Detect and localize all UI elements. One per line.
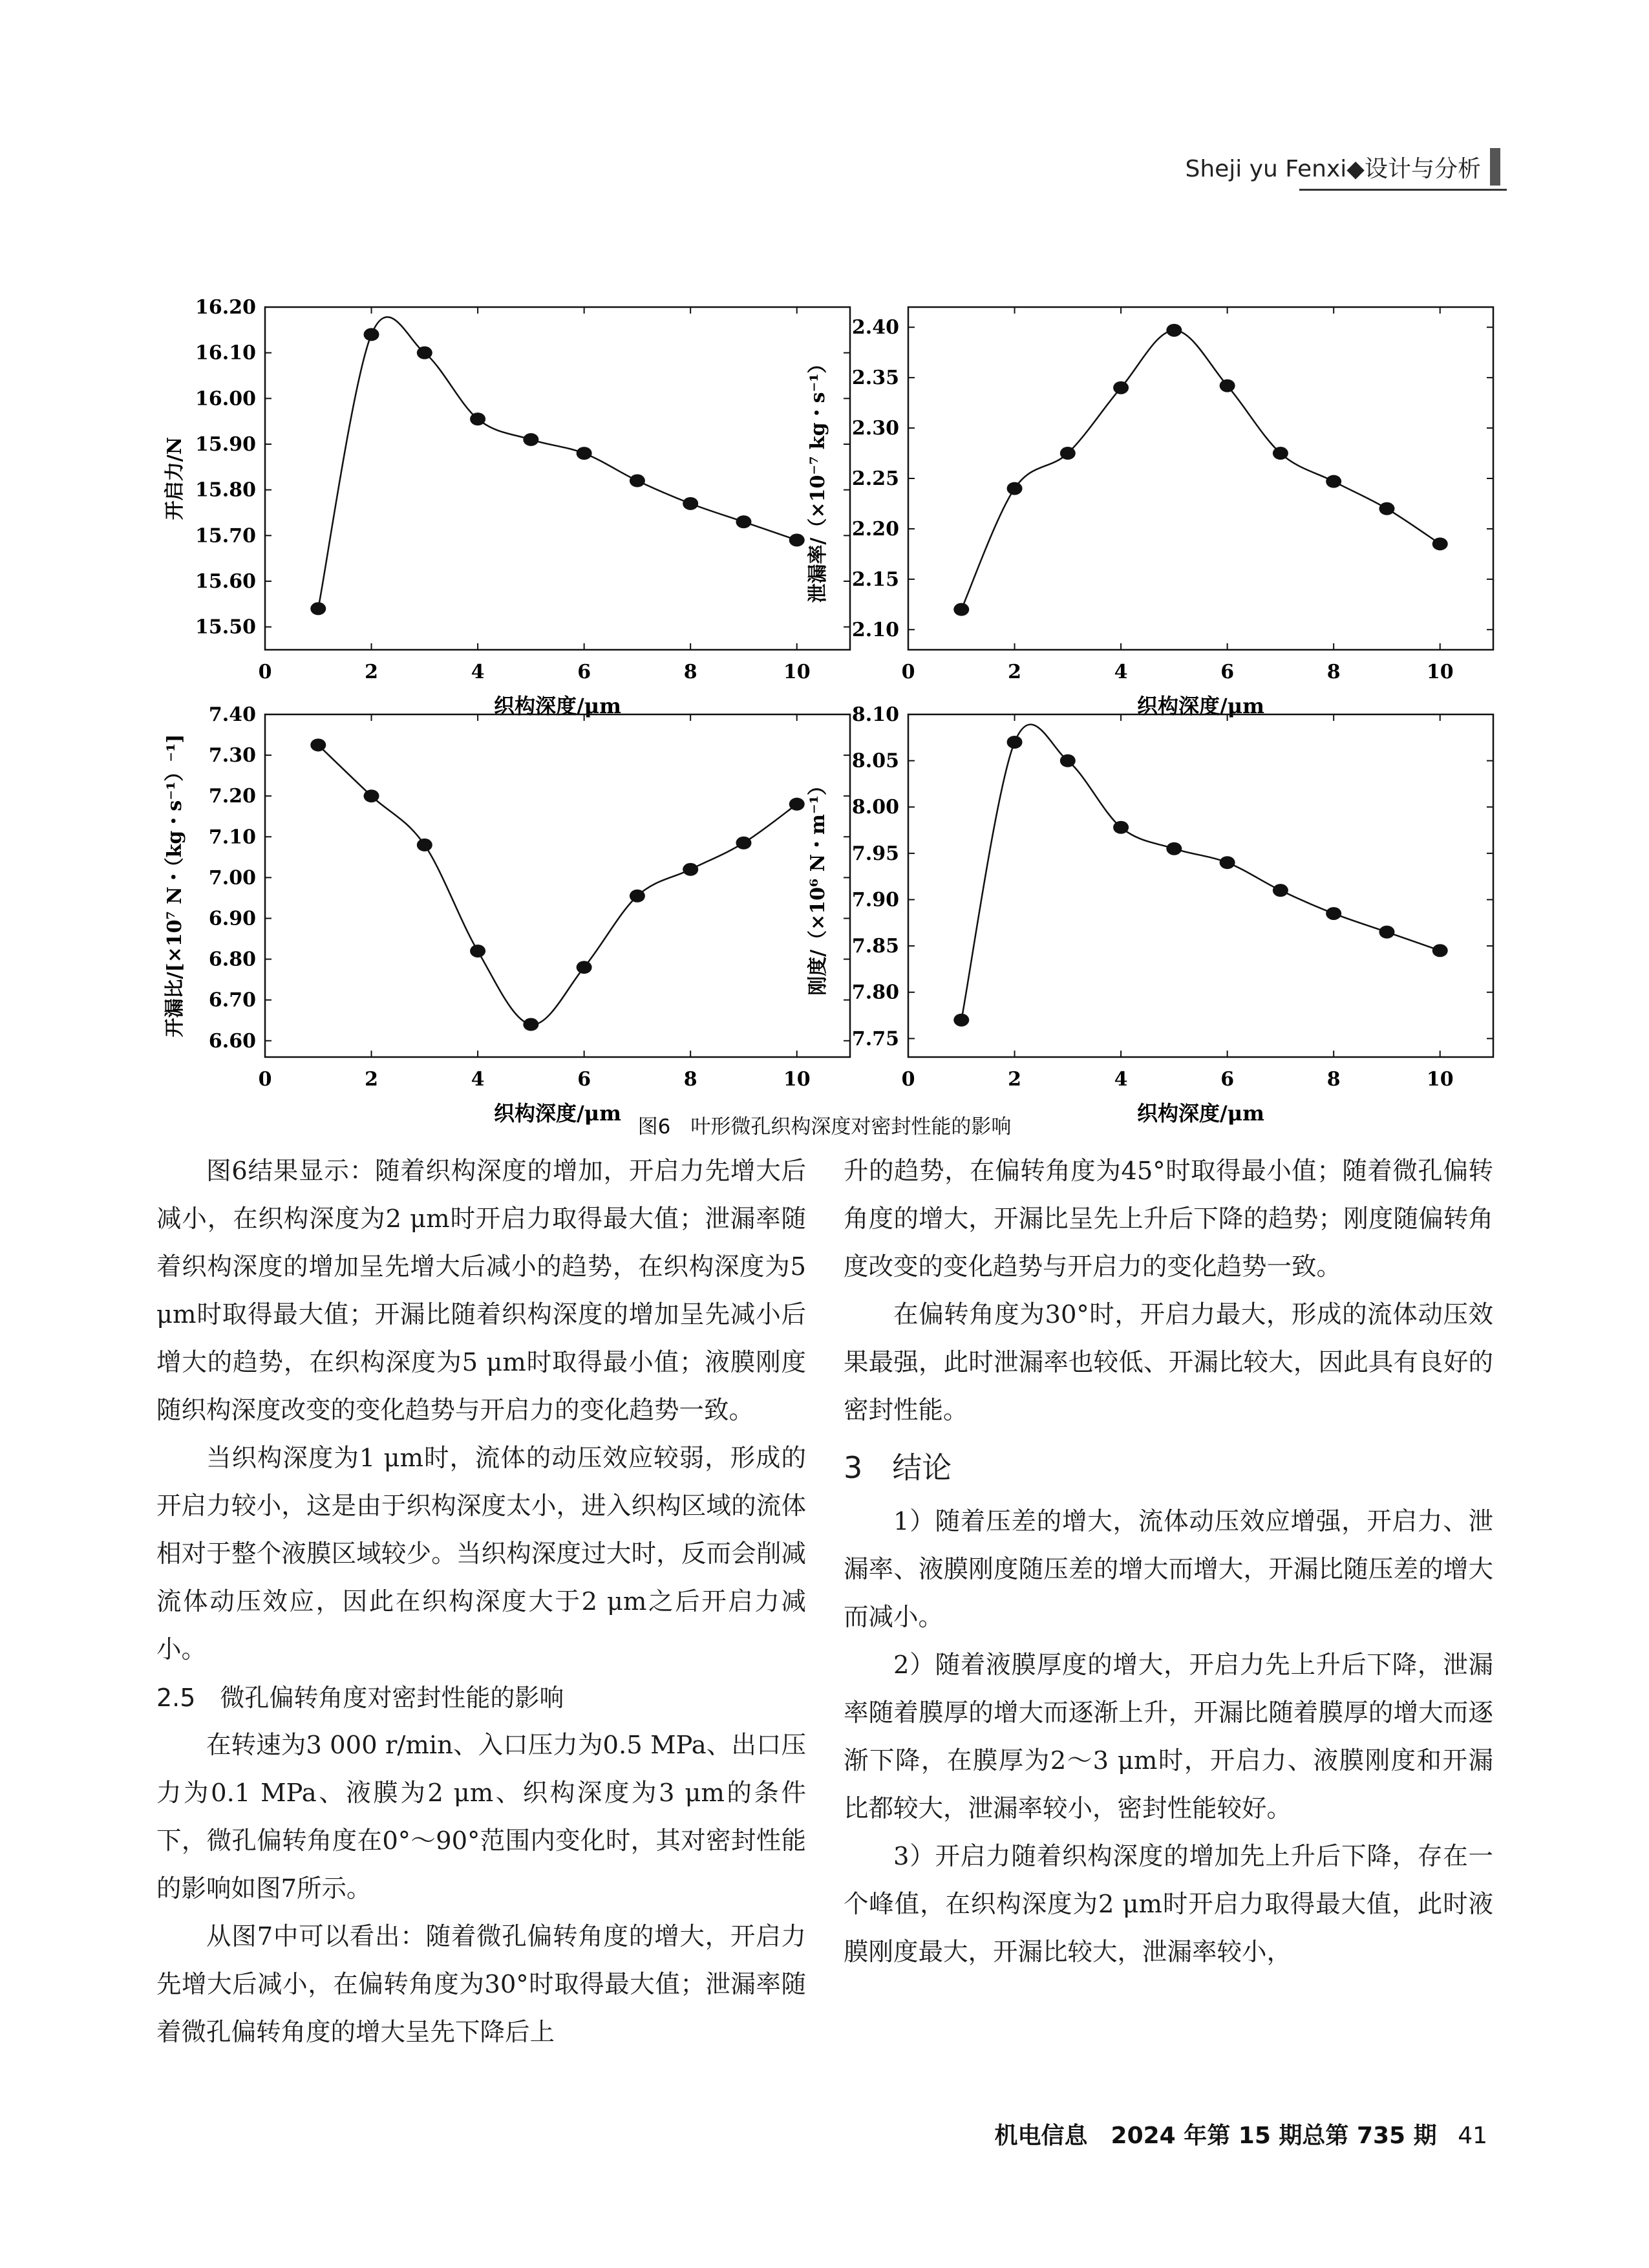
data-point — [1113, 381, 1129, 394]
x-tick-label: 2 — [1008, 1068, 1021, 1091]
y-tick-label: 15.80 — [195, 478, 256, 502]
series-line — [961, 330, 1440, 610]
y-tick-label: 2.10 — [851, 618, 899, 641]
left-column — [156, 1148, 806, 2057]
y-tick-label: 8.00 — [851, 796, 899, 819]
data-point — [630, 890, 645, 903]
y-axis-label: 开漏比/[×10⁷ N・（kg・s⁻¹）⁻¹] — [164, 734, 186, 1038]
x-axis-label: 织构深度/μm — [1137, 694, 1264, 718]
x-tick-label: 8 — [683, 1068, 697, 1091]
paragraph: 在转速为3 000 r/min、入口压力为0.5 MPa、出口压力为0.1 MPa、液膜为2 μm、织构深度为3 μm的条件下，微孔偏转角度在0°～90°范围内变化时，其对密封性能的影响如图7所示。 — [156, 1731, 806, 1903]
x-tick-label: 10 — [1426, 1068, 1454, 1091]
plot-frame — [908, 307, 1493, 650]
y-tick-label: 7.30 — [208, 744, 256, 767]
x-tick-label: 0 — [258, 661, 272, 683]
y-tick-label: 6.60 — [208, 1029, 256, 1053]
data-point — [789, 533, 805, 546]
footer-journal: 机电信息 2024 年第 15 期总第 735 期 — [994, 2123, 1437, 2149]
x-tick-label: 6 — [577, 661, 591, 683]
x-tick-label: 0 — [258, 1068, 272, 1091]
data-point — [630, 475, 645, 487]
y-tick-label: 7.95 — [851, 842, 899, 865]
data-point — [1432, 537, 1448, 550]
x-tick-label: 6 — [577, 1068, 591, 1091]
x-tick-label: 0 — [901, 661, 915, 683]
y-tick-label: 7.85 — [851, 935, 899, 958]
data-point — [577, 961, 592, 974]
series-line — [318, 317, 796, 608]
series-line — [318, 745, 796, 1024]
section-heading: 3 结论 — [844, 1450, 952, 1485]
plot-frame — [908, 714, 1493, 1057]
x-tick-label: 10 — [1426, 661, 1454, 683]
y-tick-label: 7.90 — [851, 888, 899, 912]
y-axis-label: 开启力/N — [164, 436, 186, 520]
x-tick-label: 4 — [471, 1068, 485, 1091]
y-tick-label: 15.70 — [195, 524, 256, 548]
y-tick-label: 2.30 — [851, 417, 899, 440]
x-tick-label: 0 — [901, 1068, 915, 1091]
data-point — [1007, 736, 1023, 749]
data-point — [789, 798, 805, 811]
data-point — [1220, 856, 1235, 869]
data-point — [577, 447, 592, 460]
data-point — [1326, 907, 1341, 920]
y-tick-label: 8.05 — [851, 749, 899, 773]
x-tick-label: 8 — [683, 661, 697, 683]
data-point — [364, 328, 379, 341]
y-tick-label: 7.10 — [208, 826, 256, 849]
paragraph: 1）随着压差的增大，流体动压效应增强，开启力、泄漏率、液膜刚度随压差的增大而增大，开漏比随压差的增大而减小。 — [844, 1507, 1493, 1632]
page-footer — [995, 2117, 1487, 2150]
header-bar — [1490, 148, 1500, 186]
y-tick-label: 15.60 — [195, 570, 256, 593]
y-tick-label: 6.90 — [208, 907, 256, 930]
paragraph: 升的趋势，在偏转角度为45°时取得最小值；随着微孔偏转角度的增大，开漏比呈先上升后下降的趋势；刚度随偏转角度改变的变化趋势与开启力的变化趋势一致。 — [844, 1157, 1493, 1281]
figure-6-charts — [149, 278, 1500, 1126]
x-tick-label: 2 — [365, 1068, 378, 1091]
data-point — [1326, 475, 1341, 488]
y-tick-label: 2.15 — [851, 568, 899, 591]
x-tick-label: 4 — [471, 661, 485, 683]
data-point — [310, 738, 326, 751]
chart-panel-1 — [164, 296, 850, 718]
data-point — [523, 433, 538, 446]
data-point — [1379, 926, 1394, 939]
data-point — [736, 515, 751, 528]
data-point — [1060, 754, 1076, 767]
data-point — [1220, 380, 1235, 392]
y-tick-label: 2.20 — [851, 517, 899, 540]
data-point — [1166, 842, 1182, 855]
x-axis-label: 织构深度/μm — [494, 1101, 621, 1126]
data-point — [1166, 324, 1182, 337]
paragraph: 3）开启力随着织构深度的增加先上升后下降，存在一个峰值，在织构深度为2 μm时开启力取得最大值，此时液膜刚度最大，开漏比较大，泄漏率较小， — [844, 1842, 1493, 1967]
x-tick-label: 8 — [1326, 1068, 1341, 1091]
x-tick-label: 10 — [783, 661, 811, 683]
paragraph: 在偏转角度为30°时，开启力最大，形成的流体动压效果最强，此时泄漏率也较低、开漏比较大，因此具有良好的密封性能。 — [844, 1300, 1493, 1425]
plot-frame — [265, 307, 850, 650]
data-point — [736, 837, 751, 850]
y-tick-label: 15.90 — [195, 433, 256, 456]
data-point — [1379, 502, 1394, 515]
y-tick-label: 6.70 — [208, 989, 256, 1012]
data-point — [953, 1014, 969, 1027]
y-tick-label: 7.40 — [208, 703, 256, 726]
y-axis-label: 泄漏率/（×10⁻⁷ kg・s⁻¹） — [807, 354, 829, 603]
paragraph: 图6结果显示：随着织构深度的增加，开启力先增大后减小，在织构深度为2 μm时开启力取得最大值；泄漏率随着织构深度的增加呈先增大后减小的趋势，在织构深度为5 μm时取得最大值；开漏比随着织构深度的增加呈先减小后增大的趋势，在织构深度为5 μm时取得最小值；液膜刚度随织构深度改变的变化趋势与开启力的变化趋势一致。 — [156, 1157, 806, 1425]
y-tick-label: 7.75 — [851, 1027, 899, 1051]
chart-panel-2 — [807, 307, 1493, 718]
y-tick-label: 2.25 — [851, 467, 899, 490]
y-tick-label: 6.80 — [208, 948, 256, 971]
y-axis-label: 刚度/（×10⁶ N・m⁻¹） — [807, 776, 829, 996]
data-point — [1060, 447, 1076, 460]
paragraph: 2）随着液膜厚度的增大，开启力先上升后下降，泄漏率随着膜厚的增大而逐渐上升，开漏比随着膜厚的增大而逐渐下降，在膜厚为2～3 μm时，开启力、液膜刚度和开漏比都较大，泄漏率较小，密封性能较好。 — [844, 1651, 1493, 1823]
data-point — [364, 789, 379, 802]
y-tick-label: 7.00 — [208, 866, 256, 890]
x-tick-label: 10 — [783, 1068, 811, 1091]
data-point — [470, 945, 485, 957]
data-point — [683, 497, 698, 510]
page-number: 41 — [1458, 2123, 1487, 2149]
header-rule — [1299, 189, 1507, 191]
data-point — [953, 603, 969, 616]
x-axis-label: 织构深度/μm — [1137, 1101, 1264, 1126]
x-tick-label: 4 — [1114, 1068, 1128, 1091]
y-tick-label: 16.20 — [195, 296, 256, 319]
data-point — [1273, 447, 1288, 460]
data-point — [1432, 944, 1448, 957]
chart-panel-4 — [807, 703, 1493, 1126]
x-tick-label: 6 — [1220, 1068, 1235, 1091]
right-column — [844, 1148, 1493, 1976]
data-point — [523, 1018, 538, 1031]
x-tick-label: 2 — [365, 661, 378, 683]
figure-caption: 图6 叶形微孔织构深度对密封性能的影响 — [637, 1115, 1012, 1139]
data-point — [417, 347, 432, 359]
series-line — [961, 725, 1440, 1020]
data-point — [1113, 821, 1129, 834]
x-tick-label: 6 — [1220, 661, 1235, 683]
x-tick-label: 8 — [1326, 661, 1341, 683]
x-axis-label: 织构深度/μm — [494, 694, 621, 718]
y-tick-label: 16.10 — [195, 341, 256, 365]
running-header-text: Sheji yu Fenxi◆设计与分析 — [1185, 155, 1481, 182]
data-point — [683, 863, 698, 876]
section-heading: 2.5 微孔偏转角度对密封性能的影响 — [156, 1684, 564, 1712]
y-tick-label: 2.40 — [851, 316, 899, 339]
y-tick-label: 7.20 — [208, 785, 256, 808]
running-header — [1185, 147, 1500, 186]
x-tick-label: 2 — [1008, 661, 1021, 683]
paragraph: 当织构深度为1 μm时，流体的动压效应较弱，形成的开启力较小，这是由于织构深度太小，进入织构区域的流体相对于整个液膜区域较少。当织构深度过大时，反而会削减流体动压效应，因此在织构深度大于2 μm之后开启力减小。 — [156, 1444, 806, 1664]
data-point — [1273, 884, 1288, 897]
data-point — [470, 412, 485, 425]
y-tick-label: 15.50 — [195, 615, 256, 639]
data-point — [417, 839, 432, 851]
paragraph: 从图7中可以看出：随着微孔偏转角度的增大，开启力先增大后减小，在偏转角度为30°时取得最大值；泄漏率随着微孔偏转角度的增大呈先下降后上 — [156, 1922, 806, 2047]
data-point — [1007, 482, 1023, 495]
y-tick-label: 7.80 — [851, 981, 899, 1004]
data-point — [310, 602, 326, 615]
y-tick-label: 16.00 — [195, 387, 256, 411]
chart-panel-3 — [164, 703, 850, 1126]
y-tick-label: 2.35 — [851, 367, 899, 390]
x-tick-label: 4 — [1114, 661, 1128, 683]
y-tick-label: 8.10 — [851, 703, 899, 726]
